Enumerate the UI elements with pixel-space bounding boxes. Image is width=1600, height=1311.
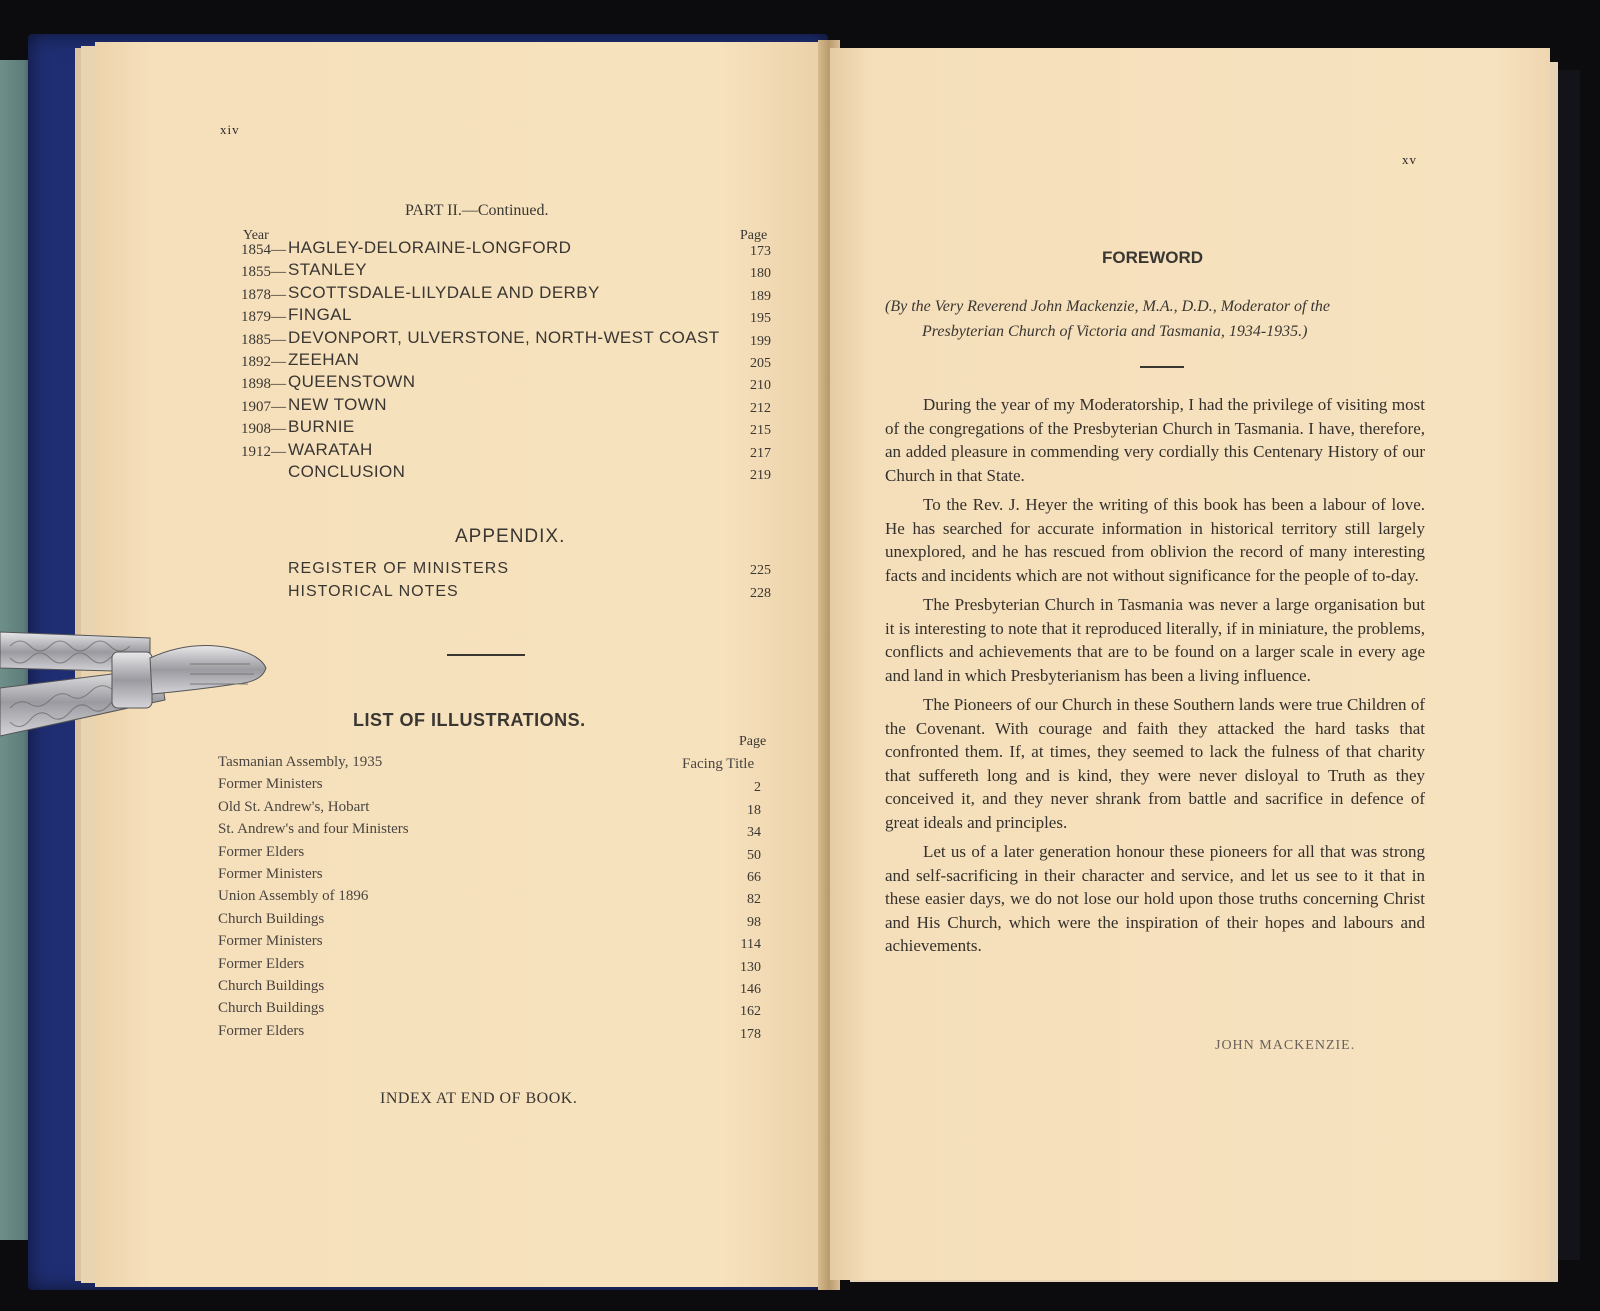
section-divider — [447, 654, 525, 656]
illustration-name: Former Elders — [218, 1022, 305, 1039]
toc-year: 1892— — [241, 354, 286, 370]
illustration-page: 98 — [747, 914, 761, 930]
toc-page-number: 195 — [750, 311, 771, 327]
right-page — [830, 48, 1550, 1280]
toc-entry-name: FINGAL — [288, 305, 352, 325]
illustration-page: 18 — [747, 802, 761, 818]
toc-entry-name: STANLEY — [288, 260, 368, 280]
byline-line-1: (By the Very Reverend John Mackenzie, M.A., D.D., Moderator of the — [885, 298, 1331, 315]
toc-entry-name: HAGLEY-DELORAINE-LONGFORD — [288, 238, 572, 257]
illustration-page: 50 — [747, 847, 761, 863]
toc-year: 1885— — [241, 331, 286, 348]
toc-page-number: 210 — [750, 378, 771, 394]
toc-page-number: 205 — [750, 356, 771, 371]
illustration-name: Former Ministers — [218, 933, 323, 950]
byline-divider — [1140, 366, 1184, 368]
illustration-name: Old St. Andrew's, Hobart — [218, 798, 370, 815]
illustration-name: Tasmanian Assembly, 1935 — [218, 754, 383, 770]
illustration-name: Former Ministers — [218, 866, 323, 882]
illustration-name: Church Buildings — [218, 978, 325, 994]
toc-year: 1878— — [241, 286, 286, 303]
appendix-heading: APPENDIX. — [455, 526, 566, 547]
illustration-page: 178 — [740, 1026, 761, 1042]
toc-year: 1907— — [241, 398, 286, 415]
appendix-entry-name: HISTORICAL NOTES — [288, 583, 459, 600]
toc-page-number: 199 — [750, 333, 771, 349]
byline-line-2: Presbyterian Church of Victoria and Tasmania, 1934-1935.) — [922, 323, 1308, 340]
toc-entry-name: CONCLUSION — [288, 462, 406, 481]
toc-entry-name: BURNIE — [288, 417, 355, 437]
foreword-paragraph: During the year of my Moderatorship, I had the privilege of visiting most of the congregations of the Presbyterian Church in Tasmania. I have, therefore, an added pleasure in commending very cordially this Centenary History of our Church in that State. — [885, 395, 1425, 485]
toc-year: 1898— — [241, 376, 286, 393]
illustration-page: 146 — [740, 982, 761, 997]
toc-entry-name: QUEENSTOWN — [288, 372, 416, 392]
appendix-page-number: 228 — [750, 586, 771, 601]
toc-page-number: 212 — [750, 400, 771, 416]
page-column-header: Page — [740, 228, 768, 243]
illustration-name: Church Buildings — [218, 910, 325, 927]
toc-year: 1912— — [241, 443, 286, 460]
toc-entry-name: SCOTTSDALE-LILYDALE AND DERBY — [288, 282, 600, 302]
illustration-page: 130 — [740, 959, 761, 975]
illustration-name: St. Andrew's and four Ministers — [218, 821, 409, 838]
foreword-paragraph: The Pioneers of our Church in these Southern lands were true Children of the Covenant. With courage and faith they attacked the hard tasks that confronted them. If, at times, they seemed to lack the fulness of that charity that suffereth long and is kind, they were never disloyal to Truth as they conceived it, and they never shrank from battle and sacrifice in defence of great ideals and principles. — [885, 695, 1425, 832]
illustration-page: 66 — [747, 870, 761, 885]
page-folio: xv — [1402, 152, 1417, 167]
foreword-paragraph: The Presbyterian Church in Tasmania was never a large organisation but it is interesting to note that it reproduced literally, if in miniature, the problems, conflicts and achievements that are to be found on a larger scale in every age and land in which Presbyterianism has been a living influence. — [885, 595, 1425, 685]
foreword-body — [885, 393, 1425, 964]
toc-entry-name: WARATAH — [288, 439, 373, 459]
illustration-name: Former Elders — [218, 955, 305, 972]
toc-page-number: 215 — [750, 423, 771, 439]
illustration-name: Former Elders — [218, 843, 305, 860]
foreword-paragraph: To the Rev. J. Heyer the writing of this book has been a labour of love. He has searched for accurate information in historical territory still largely unexplored, and he has rescued from oblivion the record of many interesting facts and incidents which are not without significance for the people of to-day. — [885, 495, 1425, 585]
appendix-page-number: 225 — [750, 563, 771, 578]
toc-page-number: 219 — [750, 468, 771, 483]
toc-entry-name: NEW TOWN — [288, 394, 387, 414]
toc-year: 1854— — [241, 242, 286, 258]
page-folio: xiv — [220, 122, 240, 137]
part-heading: PART II.—Continued. — [405, 202, 549, 219]
hand-bookmark-clip-icon — [0, 628, 270, 740]
toc-year: 1855— — [241, 264, 286, 281]
illustration-page: Facing Title — [682, 756, 755, 772]
toc-year: 1879— — [241, 309, 286, 326]
illustration-page: 162 — [740, 1004, 761, 1020]
toc-page-number: 189 — [750, 288, 771, 304]
illustration-name: Church Buildings — [218, 1000, 325, 1017]
index-note: INDEX AT END OF BOOK. — [380, 1090, 578, 1107]
signature: JOHN MACKENZIE. — [1215, 1038, 1356, 1053]
illustration-page: 82 — [747, 892, 761, 908]
illustration-name: Union Assembly of 1896 — [218, 888, 369, 905]
illustration-page: 34 — [747, 825, 761, 841]
toc-page-number: 180 — [750, 266, 771, 282]
toc-entry-name: ZEEHAN — [288, 350, 360, 369]
toc-page-number: 173 — [750, 244, 771, 259]
toc-year: 1908— — [241, 421, 286, 438]
toc-page-number: 217 — [750, 445, 771, 461]
toc-entry-name: DEVONPORT, ULVERSTONE, NORTH-WEST COAST — [288, 327, 720, 347]
illustration-page: 114 — [740, 937, 761, 953]
illustration-page: 2 — [754, 780, 761, 796]
foreword-paragraph: Let us of a later generation honour these pioneers for all that was strong and self-sacrificing in their character and service, and let us see to it that in these easier days, we do not lose our hold upon those truths concerning Christ and His Church, which were the inspiration of their hopes and labours and achievements. — [885, 842, 1425, 955]
illustrations-page-header: Page — [739, 734, 767, 749]
year-column-header: Year — [243, 228, 269, 243]
illustration-name: Former Ministers — [218, 776, 323, 793]
illustrations-heading: LIST OF ILLUSTRATIONS. — [353, 710, 586, 730]
foreword-heading: FOREWORD — [1102, 248, 1204, 267]
appendix-entry-name: REGISTER OF MINISTERS — [288, 560, 510, 577]
